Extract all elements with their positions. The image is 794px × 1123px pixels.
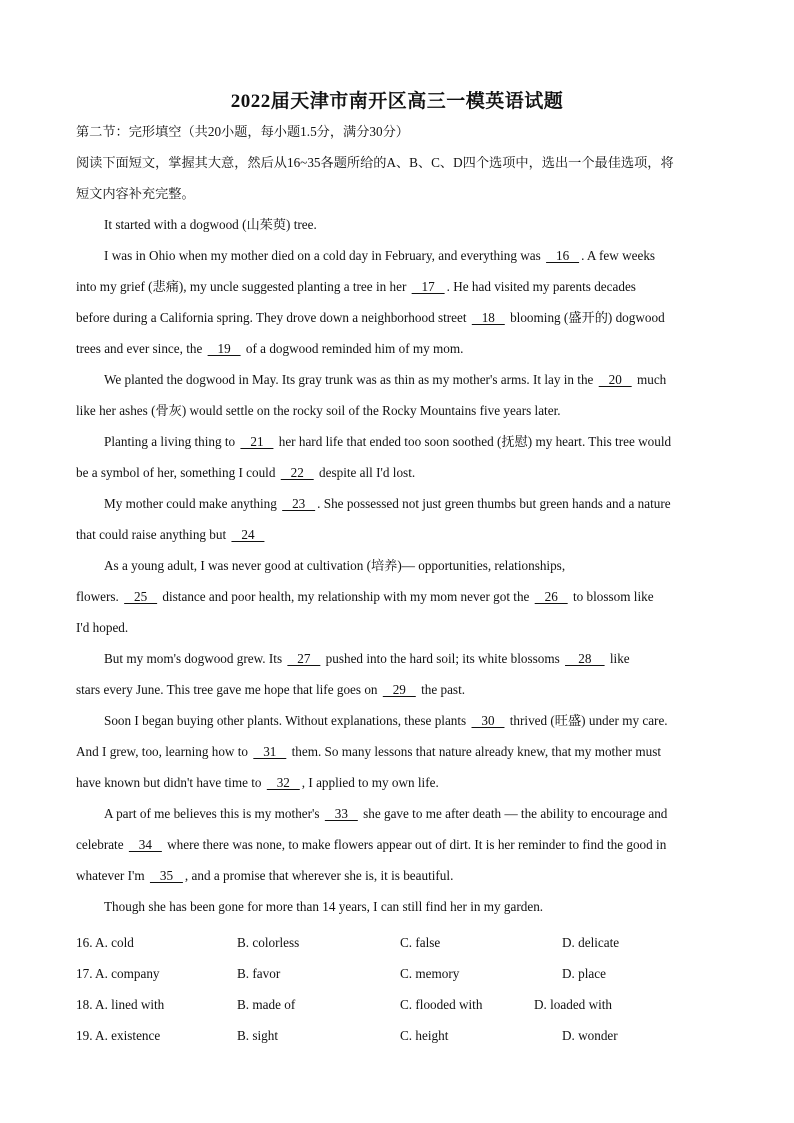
passage-text: blooming (盛开的) dogwood bbox=[506, 310, 665, 325]
passage-line bbox=[76, 618, 718, 638]
passage-text: Planting a living thing to bbox=[104, 434, 239, 449]
option-choice: D. loaded with bbox=[534, 997, 613, 1012]
option-choice: 17. A. company bbox=[76, 966, 160, 981]
passage-text: like bbox=[606, 651, 630, 666]
passage-text: where there was none, to make flowers appear out of dirt. It is her reminder to find the good in bbox=[163, 837, 667, 852]
option-choice: D. delicate bbox=[562, 935, 620, 950]
option-row bbox=[76, 1026, 718, 1046]
passage-text: the past. bbox=[417, 682, 466, 697]
cloze-blank: 32 bbox=[266, 775, 300, 790]
passage-line bbox=[104, 897, 718, 917]
passage-text: have known but didn't have time to bbox=[76, 775, 265, 790]
passage-line bbox=[76, 339, 718, 359]
passage-line bbox=[104, 556, 718, 576]
passage-text: flowers. bbox=[76, 589, 123, 604]
passage-text: distance and poor health, my relationship with my mom never got the bbox=[159, 589, 533, 604]
passage-line bbox=[104, 494, 718, 514]
passage-text: despite all I'd lost. bbox=[315, 465, 416, 480]
passage-line bbox=[76, 401, 718, 421]
passage-line bbox=[104, 711, 718, 731]
passage-line bbox=[76, 680, 718, 700]
passage-text: . A few weeks bbox=[581, 248, 656, 263]
passage-text: As a young adult, I was never good at cultivation (培养)— opportunities, relationships, bbox=[104, 558, 566, 573]
passage-text: she gave to me after death — the ability to encourage and bbox=[359, 806, 668, 821]
option-choice: B. sight bbox=[237, 1028, 279, 1043]
passage-line bbox=[104, 432, 718, 452]
passage-text: trees and ever since, the bbox=[76, 341, 206, 356]
passage-text: her hard life that ended too soon soothed (抚慰) my heart. This tree would bbox=[275, 434, 672, 449]
passage-text: , I applied to my own life. bbox=[301, 775, 439, 790]
instruction-line-2: 短文内容补充完整。 bbox=[76, 186, 195, 201]
passage-text: And I grew, too, learning how to bbox=[76, 744, 252, 759]
passage-line bbox=[104, 370, 718, 390]
passage-line bbox=[76, 463, 718, 483]
instruction-line-1: 阅读下面短文，掌握其大意，然后从16~35各题所给的A、B、C、D四个选项中，选出一个最佳选项，将 bbox=[76, 155, 674, 170]
passage-text: . He had visited my parents decades bbox=[446, 279, 636, 294]
passage-text: of a dogwood reminded him of my mom. bbox=[242, 341, 464, 356]
cloze-blank: 35 bbox=[149, 868, 183, 883]
passage-text: I was in Ohio when my mother died on a cold day in February, and everything was bbox=[104, 248, 545, 263]
passage-text: My mother could make anything bbox=[104, 496, 281, 511]
cloze-blank: 31 bbox=[253, 744, 287, 759]
passage-text: much bbox=[633, 372, 667, 387]
passage-text: that could raise anything but bbox=[76, 527, 230, 542]
page-title: 2022届天津市南开区高三一模英语试题 bbox=[230, 91, 564, 112]
passage-text: A part of me believes this is my mother's bbox=[104, 806, 323, 821]
cloze-blank: 20 bbox=[598, 372, 632, 387]
option-row bbox=[76, 964, 718, 984]
option-choice: B. colorless bbox=[237, 935, 300, 950]
passage-text: I'd hoped. bbox=[76, 620, 129, 635]
passage-text: But my mom's dogwood grew. Its bbox=[104, 651, 286, 666]
passage-text: before during a California spring. They drove down a neighborhood street bbox=[76, 310, 470, 325]
passage-line bbox=[76, 773, 718, 793]
passage-line bbox=[104, 804, 718, 824]
option-choice: B. favor bbox=[237, 966, 281, 981]
cloze-blank: 26 bbox=[534, 589, 568, 604]
passage-line bbox=[76, 587, 718, 607]
passage-text: It started with a dogwood (山茱萸) tree. bbox=[104, 217, 317, 232]
passage-text: Soon I began buying other plants. Without explanations, these plants bbox=[104, 713, 470, 728]
cloze-blank: 16 bbox=[546, 248, 580, 263]
passage-text: them. So many lessons that nature already knew, that my mother must bbox=[288, 744, 661, 759]
passage-text: into my grief (悲痛), my uncle suggested planting a tree in her bbox=[76, 279, 410, 294]
cloze-blank: 30 bbox=[471, 713, 505, 728]
cloze-blank: 28 bbox=[565, 651, 605, 666]
passage-text: , and a promise that wherever she is, it is beautiful. bbox=[184, 868, 454, 883]
passage-line bbox=[76, 277, 718, 297]
cloze-blank: 17 bbox=[411, 279, 445, 294]
passage-text: pushed into the hard soil; its white blossoms bbox=[322, 651, 564, 666]
cloze-blank: 24 bbox=[231, 527, 265, 542]
option-choice: C. height bbox=[400, 1028, 449, 1043]
option-choice: 16. A. cold bbox=[76, 935, 134, 950]
cloze-blank: 29 bbox=[382, 682, 416, 697]
passage-line bbox=[76, 525, 718, 545]
cloze-blank: 33 bbox=[324, 806, 358, 821]
cloze-blank: 22 bbox=[280, 465, 314, 480]
cloze-blank: 18 bbox=[471, 310, 505, 325]
passage-text: We planted the dogwood in May. Its gray trunk was as thin as my mother's arms. It lay in the bbox=[104, 372, 597, 387]
option-choice: D. wonder bbox=[562, 1028, 618, 1043]
option-choice: B. made of bbox=[237, 997, 296, 1012]
passage-line bbox=[104, 649, 718, 669]
passage-line bbox=[76, 308, 718, 328]
passage-line bbox=[76, 866, 718, 886]
section-heading: 第二节：完形填空（共20小题，每小题1.5分，满分30分） bbox=[76, 124, 409, 139]
passage-text: stars every June. This tree gave me hope that life goes on bbox=[76, 682, 381, 697]
passage-text: celebrate bbox=[76, 837, 127, 852]
passage-text: thrived (旺盛) under my care. bbox=[506, 713, 668, 728]
passage-text: . She possessed not just green thumbs but green hands and a nature bbox=[317, 496, 671, 511]
cloze-blank: 19 bbox=[207, 341, 241, 356]
cloze-blank: 23 bbox=[282, 496, 316, 511]
passage-line bbox=[76, 835, 718, 855]
option-choice: C. memory bbox=[400, 966, 460, 981]
cloze-blank: 27 bbox=[287, 651, 321, 666]
option-choice: 19. A. existence bbox=[76, 1028, 161, 1043]
passage-line bbox=[104, 246, 718, 266]
option-choice: C. flooded with bbox=[400, 997, 483, 1012]
passage-text: to blossom like bbox=[569, 589, 654, 604]
passage-text: Though she has been gone for more than 14 years, I can still find her in my garden. bbox=[104, 899, 544, 914]
passage-line bbox=[104, 215, 718, 235]
option-choice: C. false bbox=[400, 935, 441, 950]
passage-text: be a symbol of her, something I could bbox=[76, 465, 279, 480]
cloze-blank: 34 bbox=[128, 837, 162, 852]
passage-line bbox=[76, 742, 718, 762]
option-row bbox=[76, 933, 718, 953]
cloze-blank: 25 bbox=[124, 589, 158, 604]
option-row bbox=[76, 995, 718, 1015]
passage-text: like her ashes (骨灰) would settle on the rocky soil of the Rocky Mountains five years later. bbox=[76, 403, 561, 418]
option-choice: D. place bbox=[562, 966, 606, 981]
passage-text: whatever I'm bbox=[76, 868, 148, 883]
option-choice: 18. A. lined with bbox=[76, 997, 165, 1012]
cloze-blank: 21 bbox=[240, 434, 274, 449]
